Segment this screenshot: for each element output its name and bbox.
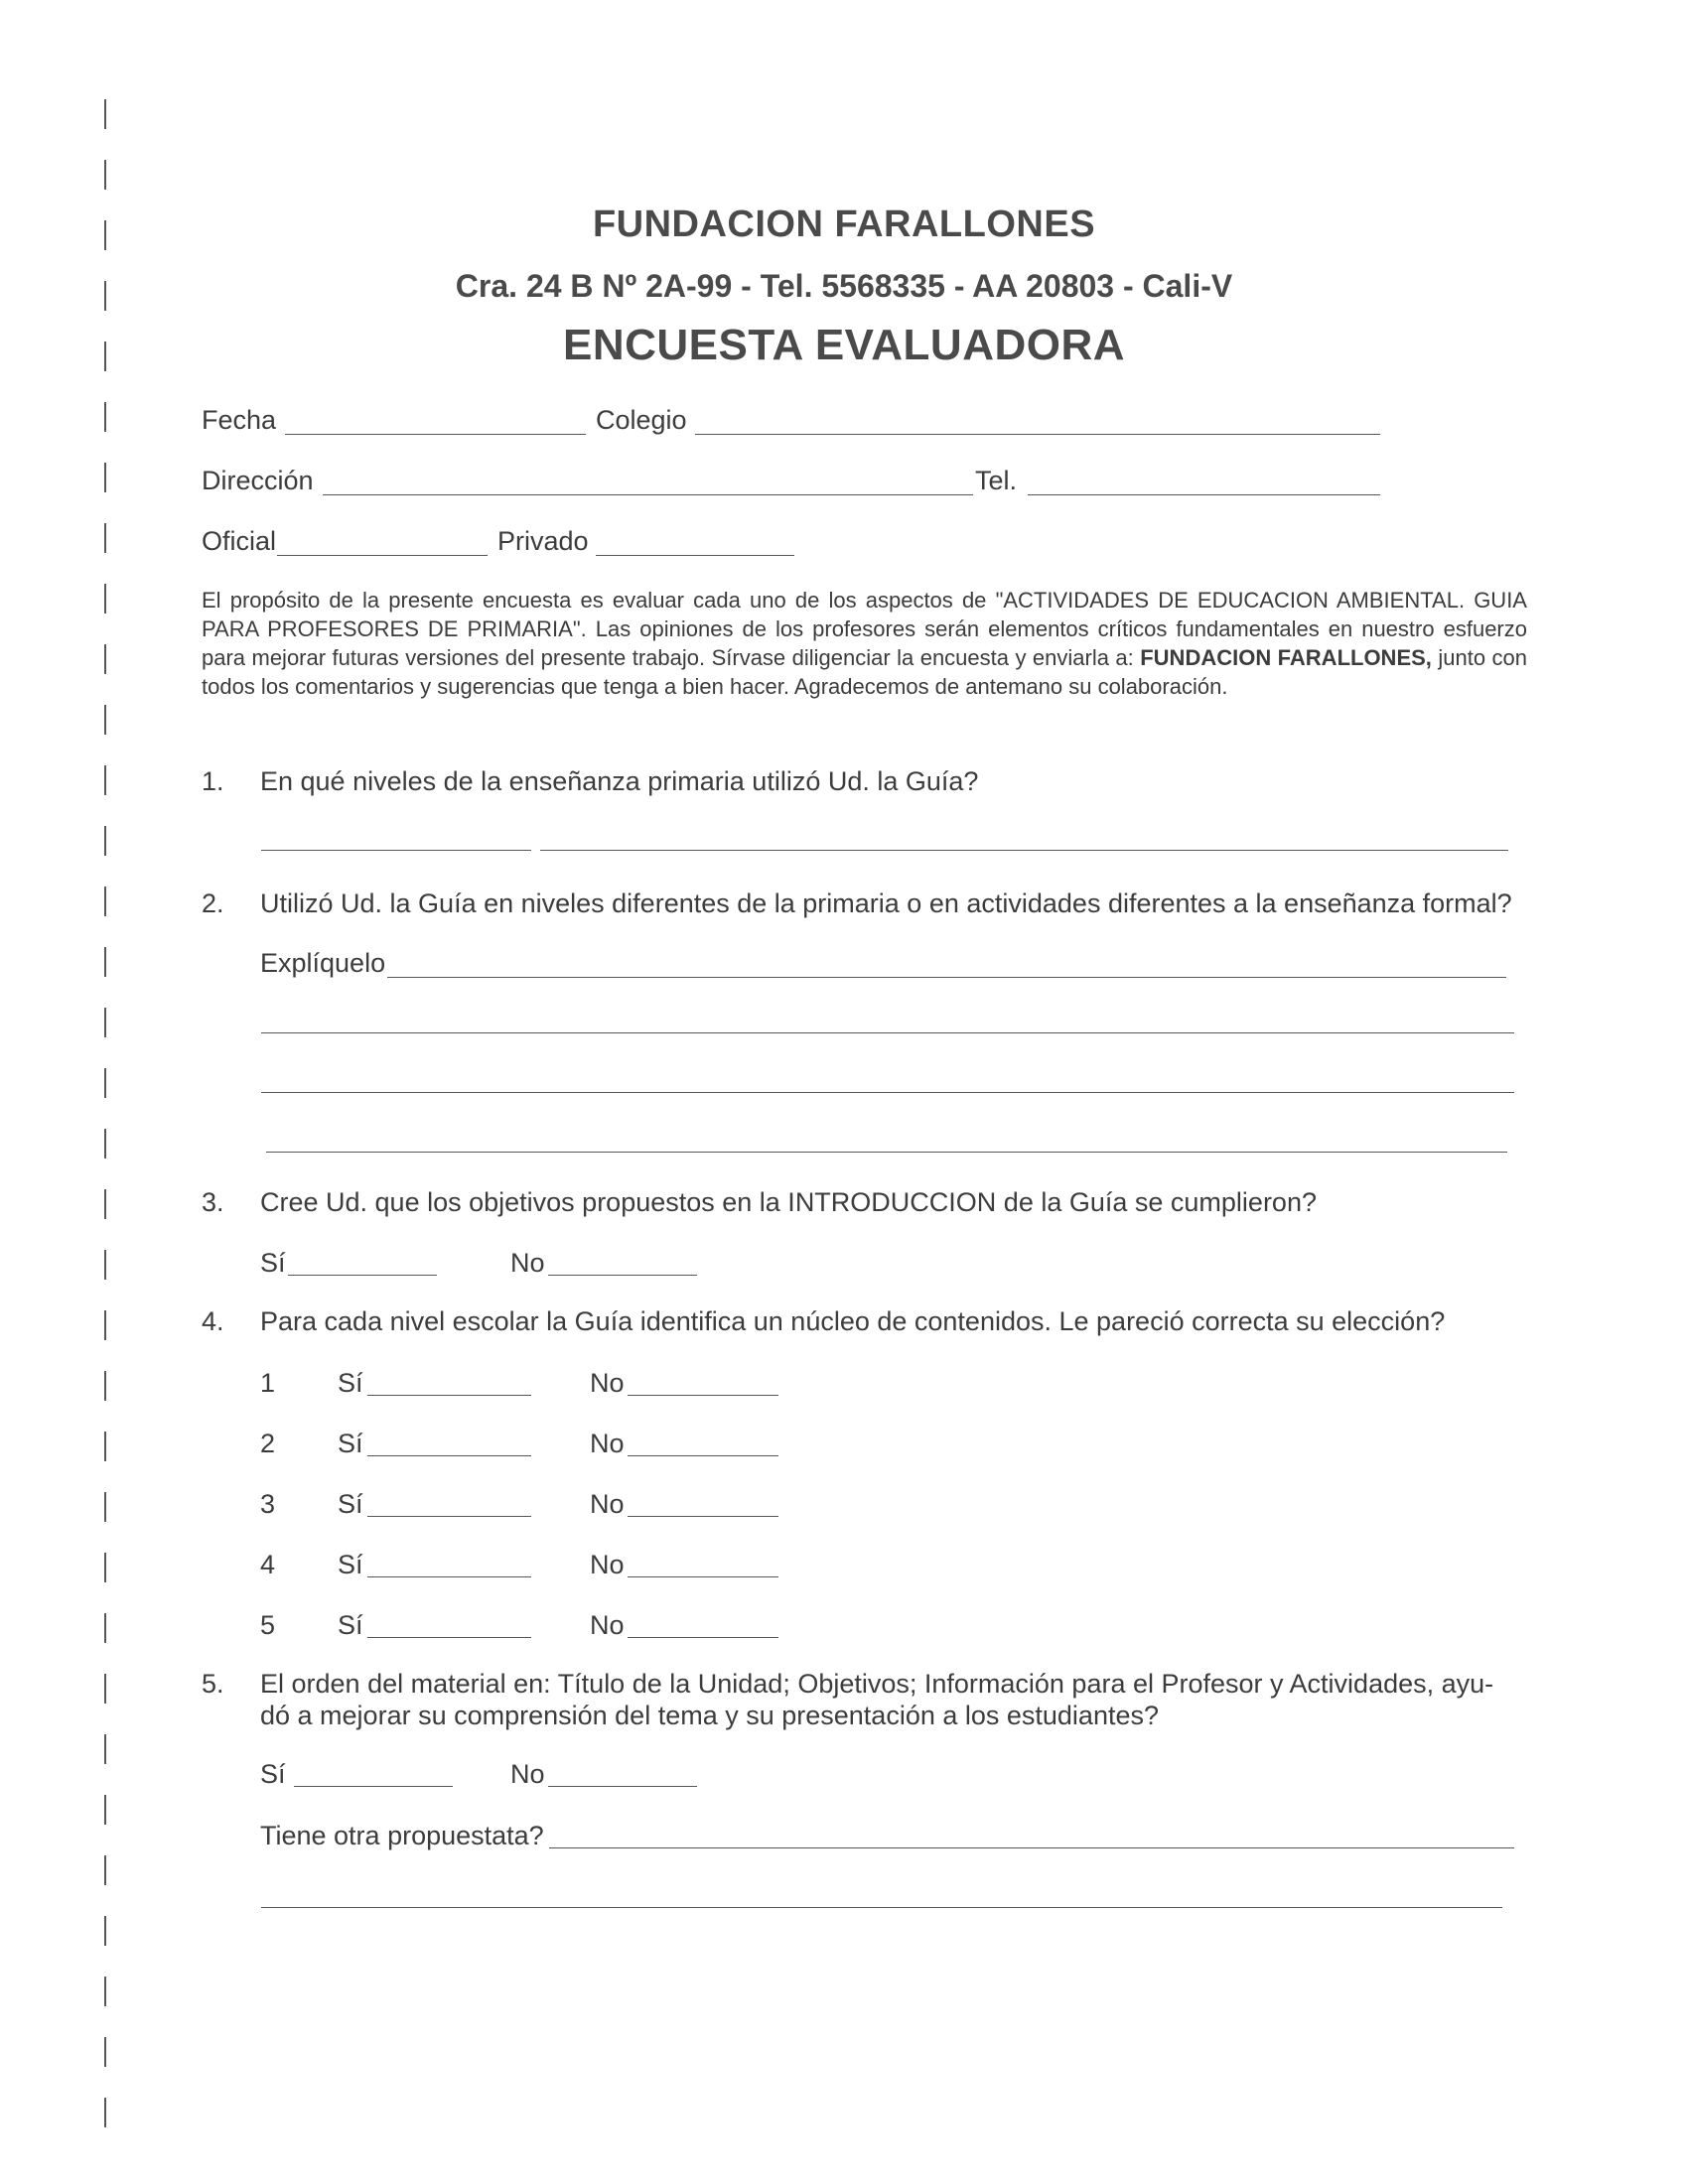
margin-mark: [104, 1371, 106, 1401]
q3-no-field[interactable]: [548, 1275, 697, 1276]
margin-mark: [104, 1129, 106, 1159]
q5-text-line2: dó a mejorar su comprensión del tema y su presentación a los estudiantes?: [260, 1701, 1160, 1730]
q5-other-line-1[interactable]: [549, 1847, 1514, 1848]
q3-number: 3.: [202, 1187, 224, 1217]
margin-mark: [104, 1008, 106, 1037]
q5-yes-label: Sí: [260, 1759, 286, 1789]
margin-mark: [104, 705, 106, 735]
direccion-field[interactable]: [323, 494, 973, 495]
q4-level-no-label: No: [590, 1610, 625, 1640]
privado-label: Privado: [497, 526, 589, 556]
margin-mark: [104, 765, 106, 795]
fecha-label: Fecha: [202, 405, 277, 435]
q4-level-no-label: No: [590, 1429, 625, 1458]
q4-level-number: 2: [260, 1429, 276, 1458]
colegio-field[interactable]: [695, 434, 1380, 435]
margin-mark: [104, 1492, 106, 1522]
q4-level-yes-field[interactable]: [367, 1455, 531, 1456]
tel-label: Tel.: [975, 466, 1018, 495]
q4-level-yes-label: Sí: [338, 1368, 363, 1398]
margin-mark: [104, 947, 106, 977]
margin-mark: [104, 1977, 106, 2006]
margin-mark: [104, 826, 106, 856]
q4-level-no-label: No: [590, 1489, 625, 1519]
q2-text: Utilizó Ud. la Guía en niveles diferentes de la primaria o en actividades diferentes a la enseñanza formal?: [260, 888, 1512, 918]
q1-answer-line-a[interactable]: [261, 850, 531, 851]
q4-level-yes-label: Sí: [338, 1550, 363, 1579]
q4-level-no-field[interactable]: [628, 1455, 778, 1456]
fecha-field[interactable]: [285, 434, 586, 435]
margin-mark: [104, 463, 106, 492]
q5-number: 5.: [202, 1669, 224, 1699]
q2-explain-label: Explíquelo: [260, 948, 386, 978]
margin-mark: [104, 1432, 106, 1461]
margin-mark: [104, 160, 106, 190]
q4-level-yes-field[interactable]: [367, 1516, 531, 1517]
margin-mark: [104, 1855, 106, 1885]
intro-text-1: El propósito de la presente encuesta es evaluar cada uno de los aspectos de "ACTIVIDADES DE EDUCACION AMBIENTAL. GUIA PARA PROFESORES DE PRIMARIA". Las opiniones de los profesores serán elementos críticos fundamentales en nuestro esfuerzo para mejorar futuras versiones del presente trabajo. Sírvase diligenciar la encuesta y enviarla a:: [202, 588, 1527, 670]
margin-mark: [104, 99, 106, 129]
margin-mark: [104, 1189, 106, 1219]
q4-level-number: 3: [260, 1489, 276, 1519]
q2-number: 2.: [202, 888, 224, 918]
q1-text: En qué niveles de la enseñanza primaria utilizó Ud. la Guía?: [260, 766, 979, 796]
q4-level-no-field[interactable]: [628, 1576, 778, 1577]
margin-mark: [104, 1674, 106, 1704]
q5-no-field[interactable]: [548, 1786, 697, 1787]
q3-yes-label: Sí: [260, 1248, 286, 1278]
q4-level-no-field[interactable]: [628, 1395, 778, 1396]
form-title: ENCUESTA EVALUADORA: [562, 321, 1126, 369]
q5-yes-field[interactable]: [294, 1786, 453, 1787]
tel-field[interactable]: [1028, 494, 1380, 495]
q4-level-yes-field[interactable]: [367, 1395, 531, 1396]
q3-yes-field[interactable]: [288, 1275, 437, 1276]
q3-no-label: No: [510, 1248, 545, 1278]
margin-mark: [104, 2098, 106, 2127]
q5-other-line-2[interactable]: [261, 1907, 1502, 1908]
q2-answer-line-3[interactable]: [261, 1092, 1514, 1093]
q4-level-no-label: No: [590, 1368, 625, 1398]
margin-mark: [104, 1613, 106, 1643]
intro-text-2: junto con todos los comentarios y sugerencias que tenga a bien hacer. Agradecemos de antemano su colaboración.: [202, 645, 1527, 699]
org-address: Cra. 24 B Nº 2A-99 - Tel. 5568335 - AA 20803 - Cali-V: [455, 268, 1233, 304]
q4-level-yes-field[interactable]: [367, 1576, 531, 1577]
intro-bold: FUNDACION FARALLONES,: [1140, 645, 1432, 670]
q2-answer-line-1[interactable]: [387, 977, 1506, 978]
margin-mark: [104, 1553, 106, 1582]
privado-field[interactable]: [596, 555, 794, 556]
q5-text-line1: El orden del material en: Título de la Unidad; Objetivos; Información para el Profesor y Actividades, ayu-: [260, 1669, 1494, 1699]
q2-answer-line-4[interactable]: [266, 1152, 1507, 1153]
org-name: FUNDACION FARALLONES: [592, 204, 1096, 245]
margin-mark: [104, 402, 106, 432]
oficial-label: Oficial: [202, 526, 277, 556]
q4-level-no-field[interactable]: [628, 1516, 778, 1517]
q4-level-number: 5: [260, 1610, 276, 1640]
margin-mark: [104, 887, 106, 916]
margin-mark: [104, 1310, 106, 1340]
direccion-label: Dirección: [202, 466, 314, 495]
q4-level-yes-label: Sí: [338, 1610, 363, 1640]
q4-level-number: 4: [260, 1550, 276, 1579]
margin-mark: [104, 1916, 106, 1946]
q4-text: Para cada nivel escolar la Guía identifica un núcleo de contenidos. Le pareció correcta su elección?: [260, 1306, 1446, 1336]
q4-level-no-field[interactable]: [628, 1637, 778, 1638]
q2-answer-line-2[interactable]: [261, 1032, 1514, 1033]
q4-number: 4.: [202, 1306, 224, 1336]
q5-no-label: No: [510, 1759, 545, 1789]
colegio-label: Colegio: [596, 405, 687, 435]
margin-mark: [104, 1068, 106, 1098]
margin-mark: [104, 1795, 106, 1825]
q1-answer-line-b[interactable]: [540, 850, 1508, 851]
oficial-field[interactable]: [277, 555, 488, 556]
q4-level-yes-label: Sí: [338, 1489, 363, 1519]
q5-other-label: Tiene otra propuestata?: [260, 1821, 544, 1850]
margin-mark: [104, 584, 106, 614]
margin-mark: [104, 2037, 106, 2067]
intro-paragraph: [202, 586, 1527, 701]
q4-level-yes-label: Sí: [338, 1429, 363, 1458]
q1-number: 1.: [202, 766, 224, 796]
margin-mark: [104, 1250, 106, 1280]
margin-mark: [104, 644, 106, 674]
q4-level-yes-field[interactable]: [367, 1637, 531, 1638]
margin-mark: [104, 1734, 106, 1764]
margin-mark: [104, 523, 106, 553]
q3-text: Cree Ud. que los objetivos propuestos en la INTRODUCCION de la Guía se cumplieron?: [260, 1187, 1317, 1217]
q4-level-number: 1: [260, 1368, 276, 1398]
q4-level-no-label: No: [590, 1550, 625, 1579]
